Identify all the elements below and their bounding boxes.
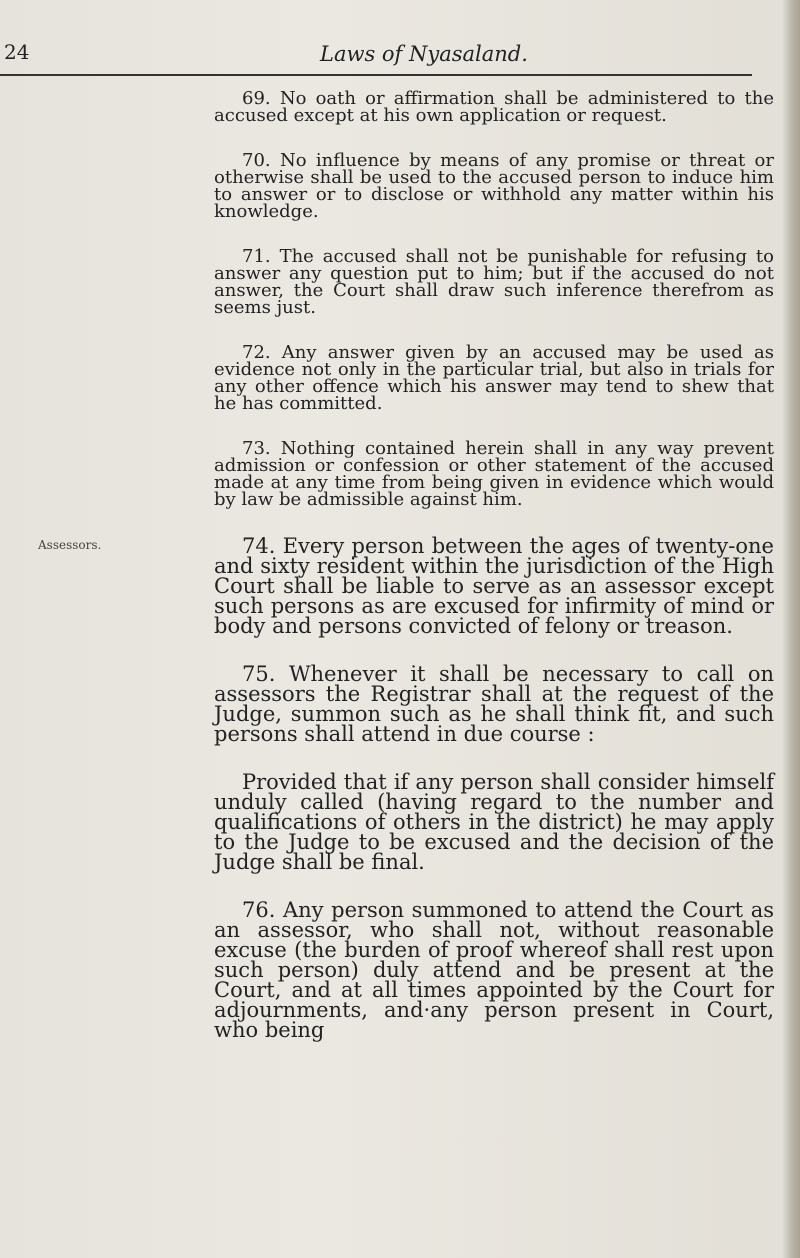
- page-number: 24: [4, 40, 30, 64]
- section-73: 73. Nothing contained herein shall in any way prevent admission or confession or other statement of the accused made at any time from being given in evidence which would by law be admissible against him.: [214, 438, 774, 510]
- header-rule: [0, 74, 752, 76]
- section-72: 72. Any answer given by an accused may be used as evidence not only in the particular trial, but also in trials for any other offence which his answer may tend to shew that he has committed.: [214, 342, 774, 414]
- section-74: 74. Every person between the ages of twenty-one and sixty resident within the jurisdiction of the High Court shall be liable to serve as an assessor except such persons as are excused for infirmity of mind or body and persons convicted of felony or treason.: [214, 534, 774, 638]
- page-edge-shadow: [782, 0, 800, 1258]
- margin-note-assessors: Assessors.: [38, 538, 102, 552]
- section-76: 76. Any person summoned to attend the Court as an assessor, who shall not, without reasonable excuse (the burden of proof whereof shall rest upon such person) duly attend and be present at the Court, and at all times appointed by the Court for adjournments, and·any person present in Court, who being: [214, 898, 774, 1042]
- running-title: Laws of Nyasaland.: [320, 42, 528, 66]
- section-70: 70. No influence by means of any promise or threat or otherwise shall be used to the accused person to induce him to answer or to disclose or withhold any matter within his knowledge.: [214, 150, 774, 222]
- section-74-block: [38, 534, 774, 638]
- section-69: 69. No oath or affirmation shall be administered to the accused except at his own application or request.: [214, 88, 774, 126]
- section-71: 71. The accused shall not be punishable for refusing to answer any question put to him; but if the accused do not answer, the Court shall draw such inference therefrom as seems just.: [214, 246, 774, 318]
- body-text: [38, 88, 774, 1042]
- section-75: 75. Whenever it shall be necessary to call on assessors the Registrar shall at the request of the Judge, summon such as he shall think fit, and such persons shall attend in due course :: [214, 662, 774, 746]
- section-75-proviso: Provided that if any person shall consider himself unduly called (having regard to the number and qualifications of others in the district) he may apply to the Judge to be excused and the decision of the Judge shall be final.: [214, 770, 774, 874]
